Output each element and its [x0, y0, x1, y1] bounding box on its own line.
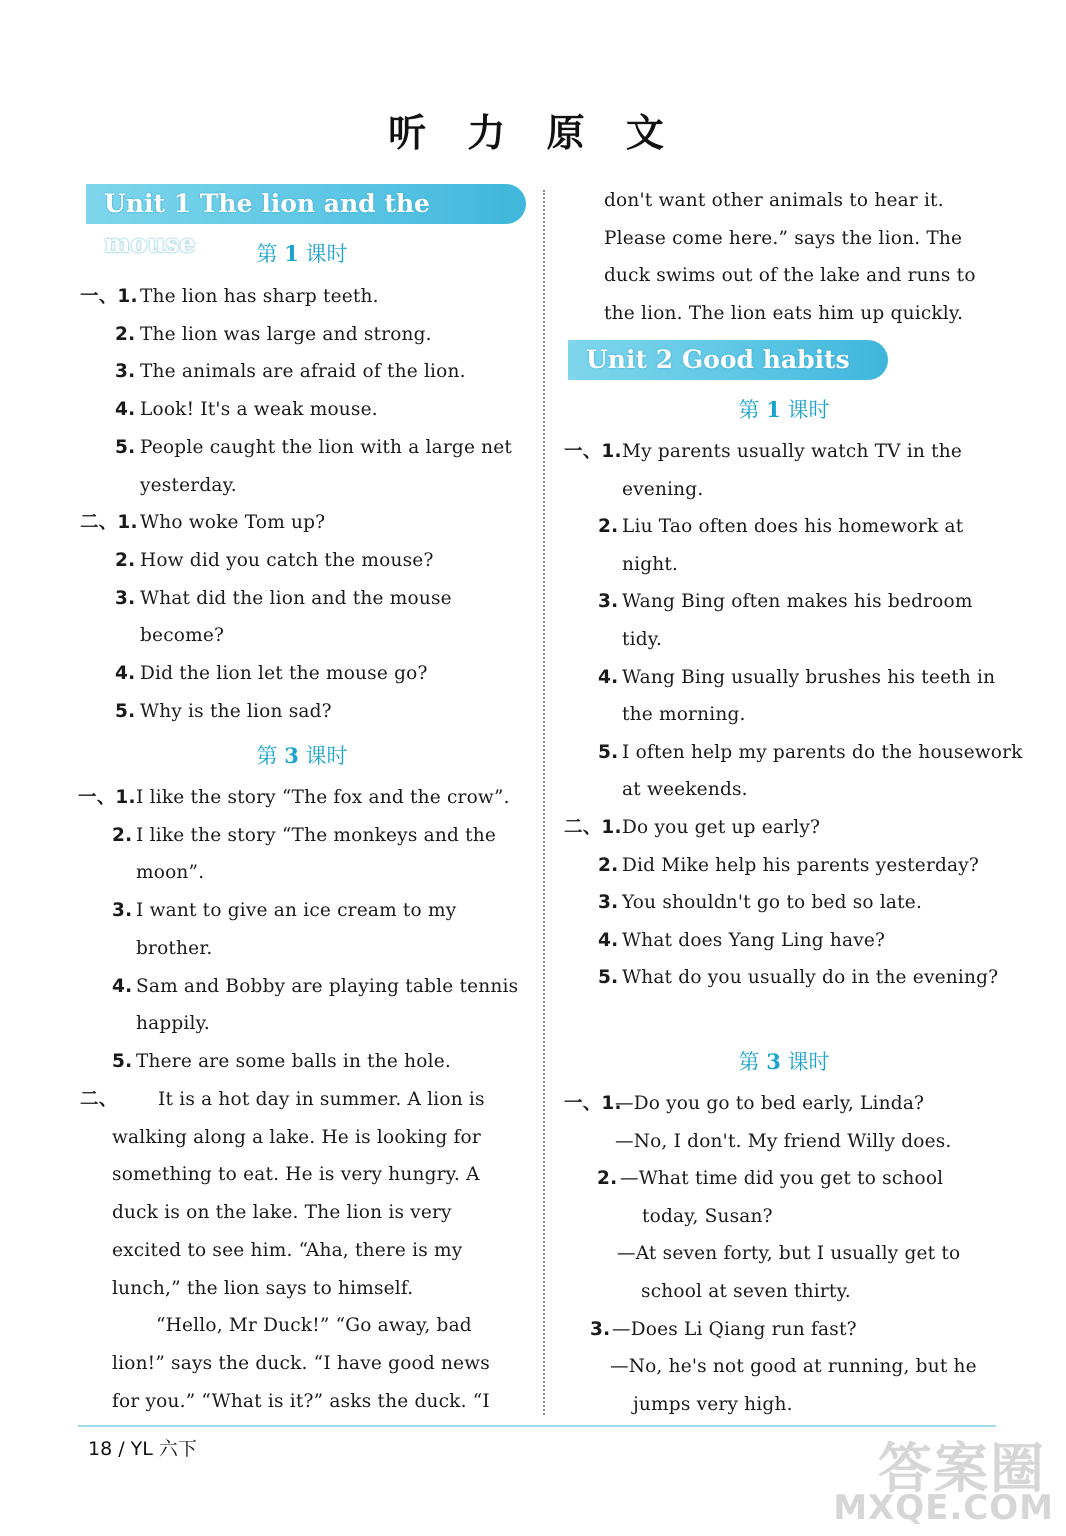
item-text: moon”.	[136, 862, 205, 884]
item-text: at weekends.	[622, 779, 748, 801]
item-number: 2.	[115, 549, 136, 571]
item-number: 5.	[115, 700, 136, 722]
item-text: the morning.	[622, 704, 746, 726]
item-text: I want to give an ice cream to my	[136, 900, 457, 922]
lesson-suffix: 课时	[305, 242, 348, 266]
item-text: Liu Tao often does his homework at	[622, 516, 964, 538]
item-text: —Does Li Qiang run fast?	[612, 1318, 857, 1340]
item-number: 二、1.	[564, 817, 622, 838]
story-line: duck is on the lake. The lion is very	[112, 1202, 452, 1224]
item-text: brother.	[136, 937, 213, 959]
item-text: The lion was large and strong.	[140, 323, 432, 345]
item-number: 4.	[598, 929, 619, 951]
item-number: 2.	[597, 1168, 618, 1190]
page-title: 听 力 原 文	[388, 111, 678, 155]
lesson-prefix: 第	[256, 744, 278, 768]
story-line: Please come here.” says the lion. The	[604, 227, 963, 249]
story-line: the lion. The lion eats him up quickly.	[604, 303, 964, 325]
item-number: 4.	[598, 666, 619, 688]
item-text: Who woke Tom up?	[140, 512, 326, 534]
item-text: yesterday.	[140, 474, 237, 496]
item-text: What do you usually do in the evening?	[622, 967, 999, 989]
lesson-suffix: 课时	[305, 744, 348, 768]
story-section-mark: 二、	[80, 1089, 118, 1110]
item-text: The lion has sharp teeth.	[140, 286, 379, 307]
story-line: excited to see him. “Aha, there is my	[112, 1239, 463, 1261]
item-number: 4.	[115, 663, 136, 684]
column-divider	[543, 190, 545, 1415]
item-text: The animals are afraid of the lion.	[140, 361, 466, 383]
lesson-suffix: 课时	[787, 1050, 830, 1074]
item-text: What did the lion and the mouse	[140, 587, 452, 609]
lesson-prefix: 第	[738, 398, 760, 422]
item-number: 3.	[115, 587, 136, 609]
lesson-number: 1	[284, 241, 299, 266]
item-number: 二、1.	[80, 512, 138, 534]
item-number: 一、1.	[80, 286, 138, 307]
watermark-logo: 答案圈	[878, 1437, 1046, 1500]
item-text: I like the story “The fox and the crow”.	[136, 787, 510, 808]
item-text: Why is the lion sad?	[140, 700, 332, 722]
item-number: 4.	[115, 399, 136, 421]
item-text: I often help my parents do the housework	[622, 741, 1023, 763]
unit-1-banner: Unit 1 The lion and the mouse	[86, 184, 526, 224]
lesson-prefix: 第	[256, 242, 278, 266]
item-text: —No, he's not good at running, but he	[610, 1356, 977, 1378]
item-text: There are some balls in the hole.	[136, 1050, 451, 1072]
item-number: 一、1.	[78, 787, 136, 808]
item-number: 2.	[115, 323, 136, 345]
lesson-suffix: 课时	[787, 398, 830, 422]
item-number: 3.	[112, 900, 133, 922]
page-footer: 18 / YL 六下	[88, 1438, 197, 1460]
item-text: happily.	[136, 1013, 210, 1035]
item-text: Did the lion let the mouse go?	[140, 663, 428, 684]
item-text: Look! It's a weak mouse.	[140, 399, 378, 421]
item-number: 一、1.	[564, 1093, 622, 1114]
story-line: walking along a lake. He is looking for	[112, 1126, 481, 1148]
item-text: Did Mike help his parents yesterday?	[622, 854, 980, 876]
item-text: tidy.	[622, 629, 663, 650]
item-number: 5.	[598, 741, 619, 763]
story-line: something to eat. He is very hungry. A	[112, 1164, 480, 1186]
item-text: —Do you go to bed early, Linda?	[615, 1093, 925, 1114]
item-text: night.	[622, 553, 679, 575]
item-text: become?	[140, 625, 225, 647]
item-number: 5.	[598, 967, 619, 989]
story-line: “Hello, Mr Duck!” “Go away, bad	[156, 1315, 472, 1337]
item-text: My parents usually watch TV in the	[622, 441, 963, 462]
item-text: How did you catch the mouse?	[140, 549, 434, 571]
item-text: Wang Bing usually brushes his teeth in	[622, 666, 996, 688]
item-text: school at seven thirty.	[641, 1281, 851, 1302]
story-line: lion!” says the duck. “I have good news	[112, 1352, 490, 1374]
lesson-number: 3	[766, 1049, 781, 1074]
item-text: What does Yang Ling have?	[622, 929, 886, 951]
item-text: jumps very high.	[633, 1393, 793, 1415]
item-text: I like the story “The monkeys and the	[136, 824, 496, 846]
lesson-number: 1	[766, 397, 781, 422]
item-text: evening.	[622, 478, 704, 500]
item-text: —What time did you get to school	[620, 1168, 944, 1190]
watermark-url: MXQE.COM	[833, 1488, 1054, 1528]
story-line: It is a hot day in summer. A lion is	[158, 1089, 485, 1110]
story-line: don't want other animals to hear it.	[604, 190, 944, 211]
unit-2-banner: Unit 2 Good habits	[568, 340, 888, 380]
item-text: Sam and Bobby are playing table tennis	[136, 975, 519, 997]
item-number: 3.	[598, 591, 619, 613]
item-text: Do you get up early?	[622, 817, 821, 838]
item-text: You shouldn't go to bed so late.	[622, 892, 923, 914]
item-text: —At seven forty, but I usually get to	[617, 1243, 961, 1265]
item-text: today, Susan?	[642, 1205, 773, 1227]
item-number: 5.	[112, 1050, 133, 1072]
item-number: 3.	[598, 892, 619, 914]
item-number: 2.	[598, 854, 619, 876]
lesson-3-heading	[78, 740, 526, 770]
item-number: 4.	[112, 975, 133, 997]
item-text: People caught the lion with a large net	[140, 436, 513, 458]
story-line: duck swims out of the lake and runs to	[604, 265, 976, 287]
lesson-prefix: 第	[738, 1050, 760, 1074]
item-number: 2.	[598, 516, 619, 538]
item-number: 5.	[115, 436, 136, 458]
item-number: 3.	[590, 1318, 611, 1340]
item-number: 2.	[112, 824, 133, 846]
item-number: 一、1.	[564, 441, 622, 462]
item-number: 3.	[115, 361, 136, 383]
watermark	[816, 1416, 1066, 1536]
story-line: for you.” “What is it?” asks the duck. “I	[112, 1390, 490, 1412]
lesson-1-heading	[78, 238, 526, 268]
lesson-number: 3	[284, 743, 299, 768]
lesson-1-heading-unit2	[562, 394, 1006, 424]
story-line: lunch,” the lion says to himself.	[112, 1277, 414, 1299]
item-text: Wang Bing often makes his bedroom	[622, 591, 973, 613]
item-text: —No, I don't. My friend Willy does.	[615, 1130, 952, 1152]
lesson-3-heading-unit2	[562, 1046, 1006, 1076]
